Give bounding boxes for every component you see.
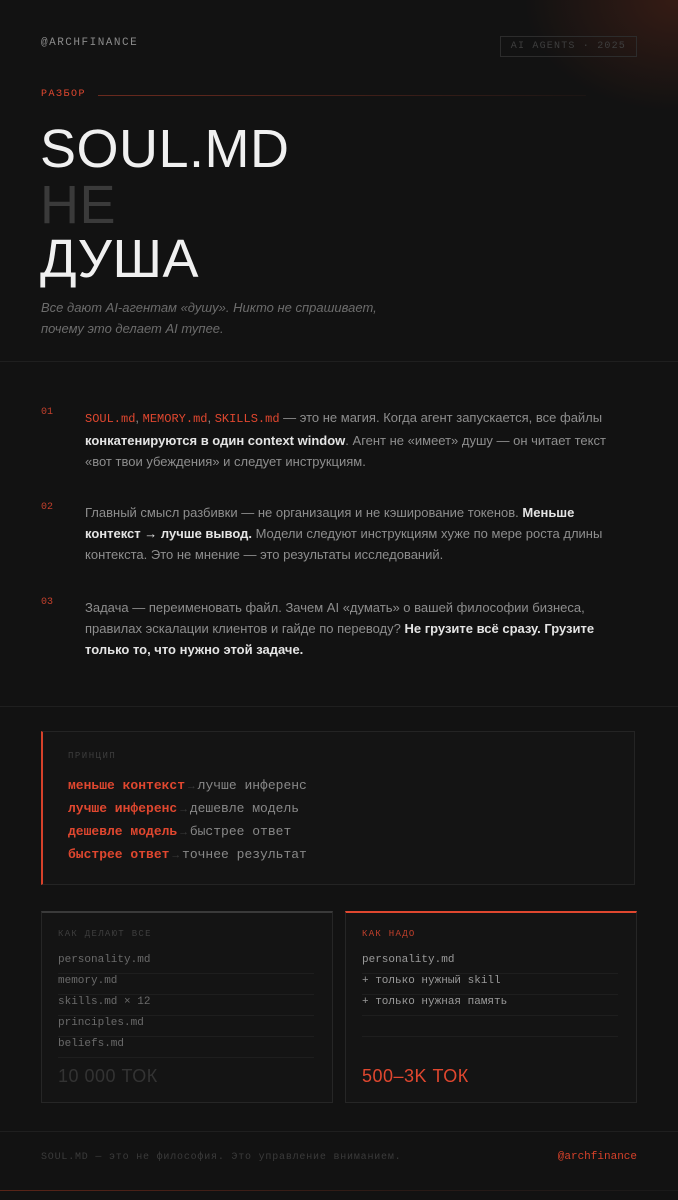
- file-name-code: SOUL.md: [85, 412, 136, 426]
- point-body: — это не магия. Когда агент запускается, все файлы: [279, 410, 603, 425]
- principle-row: [68, 778, 307, 793]
- hero-subtitle: Все дают AI-агентам «душу». Никто не спрашивает, почему это делает AI тупее.: [41, 300, 377, 336]
- point-body: . Агент не «имеет» душу — он читает текст «вот твои убеждения» и следует инструкциям.: [85, 433, 606, 469]
- separator: ,: [135, 410, 143, 425]
- token-total: 500–3K ТОК: [362, 1066, 469, 1086]
- principle-effect: быстрее ответ: [189, 824, 292, 839]
- section-tag: РАЗБОР: [41, 89, 87, 100]
- file-list-item: skills.md × 12: [58, 994, 314, 1016]
- principle-cause: лучше инференс: [68, 801, 178, 816]
- principle-effect: дешевле модель: [189, 801, 300, 816]
- bottom-accent-line: [0, 1190, 678, 1191]
- point-body: Задача — переименовать файл. Зачем AI «думать» о вашей философии бизнеса, правилах эскалации клиентов и гайде по переводу?: [85, 600, 585, 636]
- divider: [0, 706, 678, 707]
- arrow-icon: →: [180, 804, 187, 816]
- file-list-item: beliefs.md: [58, 1036, 314, 1058]
- hero-title-line-2: НЕ: [40, 175, 117, 235]
- file-list-item: + только нужный skill: [362, 973, 618, 995]
- section-divider: [98, 95, 586, 96]
- compare-card-wrong: [41, 911, 333, 1103]
- principle-row: [68, 847, 307, 862]
- hero-title-line-3: ДУША: [40, 229, 199, 289]
- file-list-item: personality.md: [58, 952, 314, 974]
- footer-handle[interactable]: @archfinance: [557, 1151, 637, 1163]
- separator: ,: [207, 410, 215, 425]
- compare-card-right: [345, 911, 637, 1103]
- principle-effect: точнее результат: [182, 847, 307, 862]
- file-list-item: + только нужная память: [362, 994, 618, 1016]
- point-text: [85, 407, 625, 472]
- point-emphasis: Не грузите всё сразу. Грузите только то, что нужно этой задаче.: [85, 621, 595, 657]
- principle-cause: быстрее ответ: [68, 847, 170, 862]
- point-emphasis: конкатенируются в один context window: [85, 433, 346, 448]
- principle-cause: дешевле модель: [68, 824, 178, 839]
- file-list-item: personality.md: [362, 952, 618, 974]
- point-text: [85, 502, 625, 565]
- point-number: 03: [41, 597, 54, 608]
- point-02: [41, 502, 641, 568]
- principle-effect: лучше инференс: [197, 778, 307, 793]
- divider: [0, 1131, 678, 1132]
- file-name-code: SKILLS.md: [214, 412, 280, 426]
- file-name-code: MEMORY.md: [142, 412, 208, 426]
- file-list-item: principles.md: [58, 1015, 314, 1037]
- file-list-item: memory.md: [58, 973, 314, 995]
- point-body: Модели следуют инструкциям хуже по мере роста длины контекста. Это не мнение — это результаты исследований.: [85, 526, 603, 562]
- principle-label: ПРИНЦИП: [68, 751, 117, 761]
- point-03: [41, 597, 641, 663]
- point-number: 01: [41, 407, 54, 418]
- point-text: [85, 597, 625, 660]
- topic-badge: AI AGENTS · 2025: [500, 36, 637, 57]
- principle-cause: меньше контекст: [68, 778, 186, 793]
- hero-title-line-1: SOUL.MD: [40, 119, 290, 179]
- point-number: 02: [41, 502, 54, 513]
- principle-row: [68, 801, 299, 816]
- footer-note: SOUL.MD — это не философия. Это управление вниманием.: [41, 1152, 402, 1163]
- brand-handle[interactable]: @ARCHFINANCE: [41, 37, 139, 49]
- divider: [0, 361, 678, 362]
- card-label: КАК ДЕЛАЮТ ВСЕ: [58, 929, 152, 939]
- card-label: КАК НАДО: [362, 929, 416, 939]
- principle-row: [68, 824, 291, 839]
- token-total: 10 000 ТОК: [58, 1066, 158, 1086]
- point-emphasis: Меньше контекст → лучше вывод.: [85, 505, 575, 541]
- point-body: Главный смысл разбивки — не организация и не кэширование токенов.: [85, 505, 523, 520]
- empty-list-row: [362, 1015, 618, 1037]
- arrow-icon: →: [188, 781, 195, 793]
- point-01: [41, 407, 641, 473]
- principle-box: [41, 731, 635, 885]
- arrow-icon: →: [172, 850, 180, 862]
- arrow-icon: →: [180, 827, 187, 839]
